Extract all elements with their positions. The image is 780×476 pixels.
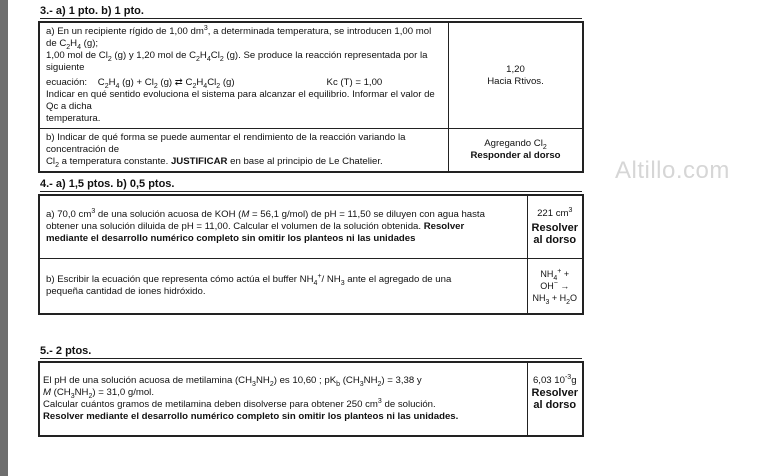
q3a-statement: a) En un recipiente rígido de 1,00 $dm^3$, a determinada temperatura, se introducen 1,00 mol de $C_2H_4$ (g); 1,00 mol de $Cl_2$ (g) y 1,20 mol de $C_2H_4Cl_2$ (g). Se produce la reacción representada por la siguiente ecuación: $C_2H_4$ $(g) + Cl_2$ (g) ⇄ $C_2H_4Cl_2$ (g) Kc (T) = 1,00 Indicar en qué sentido evoluciona el sistema para alcanzar el equilibrio. Informar el valor de Qc a dicha temperatura. — [39, 22, 449, 129]
q4b-answer: $NH_4^+ + OH^- \to NH_3 + H_2O$ — [527, 259, 583, 315]
q4b-statement: b) Escribir la ecuación que representa cómo actúa el buffer $NH_4^+/$ $NH_3$ ante el agregado de una pequeña cantidad de iones hidróxido. — [39, 259, 527, 315]
q5-table — [38, 361, 584, 437]
q5-answer: 6,03 $10^{-3}g$ Resolver al dorso — [527, 362, 583, 436]
q4-title: 4.- a) 1,5 ptos. b) 0,5 ptos. — [40, 178, 175, 190]
q3a-equation: ecuación: $C_2H_4$ $(g) + Cl_2$ (g) ⇄ $C_2H_4Cl_2$ (g) Kc (T) = 1,00 — [46, 77, 383, 90]
q3b-answer: Agregando $Cl_2$ Responder al dorso — [449, 129, 584, 173]
q3a-answer: 1,20 Hacia Rtivos. — [449, 22, 584, 129]
q4b-row — [39, 259, 583, 315]
q4-title-rule — [40, 191, 582, 192]
q3a-row — [39, 22, 583, 129]
watermark-logo: Altillo.com — [615, 157, 730, 184]
q4a-statement: a) 70,0 $cm^3$ de una solución acuosa de KOH (M = 56,1 g/mol) de pH = 11,50 se diluyen con agua hasta obtener una solución diluida de pH = 11,00. Calcular el volumen de la solución obtenida. Resolver mediante el desarrollo numérico completo sin omitir los planteos ni las unidades — [39, 195, 527, 259]
exam-page — [8, 0, 780, 476]
q3-title-rule — [40, 18, 582, 19]
q4-table — [38, 194, 584, 315]
q5-row — [39, 362, 583, 436]
q3-title: 3.- a) 1 pto. b) 1 pto. — [40, 5, 144, 17]
q3b-row — [39, 129, 583, 173]
q5-title-rule — [40, 358, 582, 359]
q3-table — [38, 21, 584, 173]
q4a-answer: 221 $cm^3$ Resolver al dorso — [527, 195, 583, 259]
q5-statement: El pH de una solución acuosa de metilamina $(CH_3NH_2)$ es 10,60 ; $pK_b$ $(CH_3NH_2) = 3,38$ y M $(CH_3NH_2) = 31,0$ g/mol. Calcular cuántos gramos de metilamina deben disolverse para obtener 250 $cm^3$ de solución. Resolver mediante el desarrollo numérico completo sin omitir los planteos ni las unidades. — [39, 362, 527, 436]
q5-title: 5.- 2 ptos. — [40, 345, 92, 357]
q3b-statement: b) Indicar de qué forma se puede aumentar el rendimiento de la reacción variando la concentración de $Cl_2$ a temperatura constante. JUSTIFICAR en base al principio de Le Chatelier. — [39, 129, 449, 173]
q4a-row — [39, 195, 583, 259]
q3a-kc: Kc (T) = 1,00 — [326, 77, 383, 88]
